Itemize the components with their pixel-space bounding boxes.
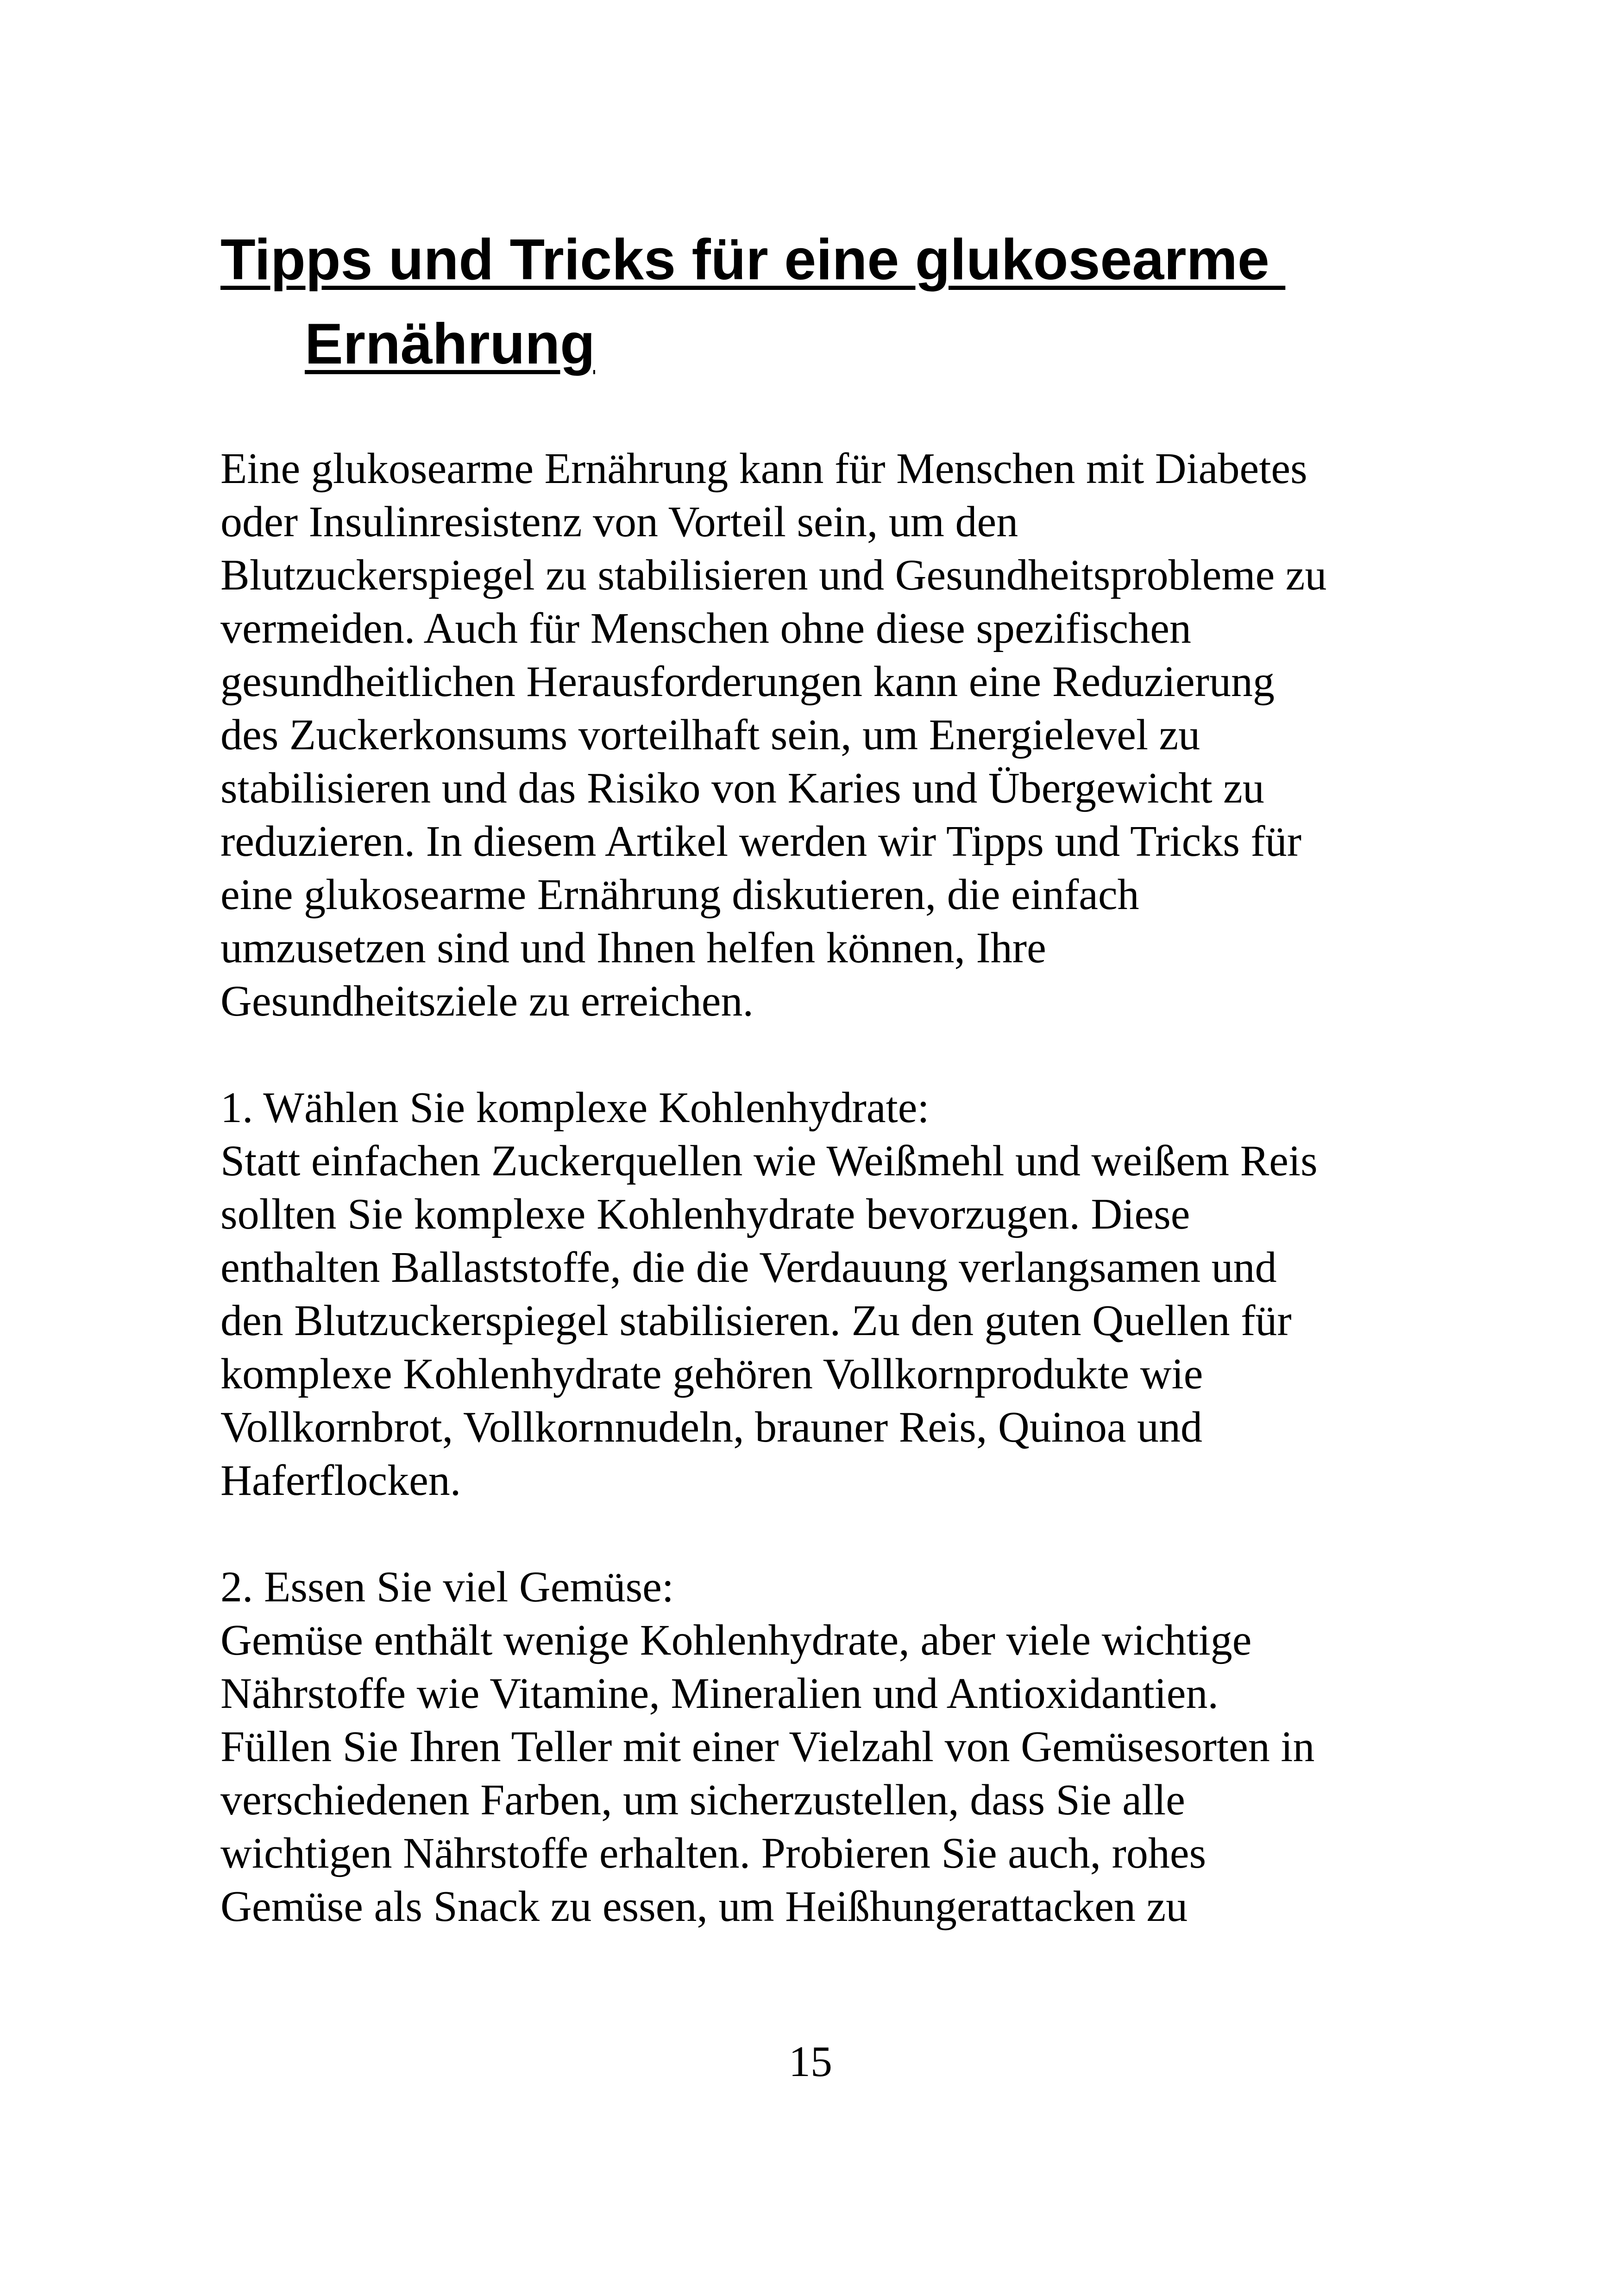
- text-line: umzusetzen sind und Ihnen helfen können, Ihre: [220, 924, 1046, 972]
- text-line: komplexe Kohlenhydrate gehören Vollkornprodukte wie: [220, 1350, 1203, 1398]
- text-line: reduzieren. In diesem Artikel werden wir Tipps und Tricks für: [220, 817, 1302, 866]
- text-line: eine glukosearme Ernährung diskutieren, die einfach: [220, 871, 1139, 919]
- text-line: oder Insulinresistenz von Vorteil sein, um den: [220, 498, 1018, 546]
- body-text: [220, 442, 1443, 1933]
- text-line: enthalten Ballaststoffe, die die Verdauung verlangsamen und: [220, 1243, 1277, 1292]
- text-line: Gemüse als Snack zu essen, um Heißhungerattacken zu: [220, 1882, 1188, 1931]
- tip-2-paragraph: [220, 1561, 1443, 1933]
- text-line: Gesundheitsziele zu erreichen.: [220, 977, 754, 1025]
- text-line: Vollkornbrot, Vollkornnudeln, brauner Reis, Quinoa und: [220, 1403, 1203, 1451]
- text-line: Statt einfachen Zuckerquellen wie Weißmehl und weißem Reis: [220, 1137, 1318, 1185]
- text-line: Nährstoffe wie Vitamine, Mineralien und Antioxidantien.: [220, 1669, 1219, 1718]
- text-line: den Blutzuckerspiegel stabilisieren. Zu den guten Quellen für: [220, 1297, 1292, 1345]
- text-line: vermeiden. Auch für Menschen ohne diese spezifischen: [220, 604, 1191, 652]
- text-line: stabilisieren und das Risiko von Karies und Übergewicht zu: [220, 764, 1264, 812]
- text-line: Eine glukosearme Ernährung kann für Menschen mit Diabetes: [220, 445, 1307, 493]
- text-line: Haferflocken.: [220, 1456, 461, 1505]
- tip-1-heading: 1. Wählen Sie komplexe Kohlenhydrate:: [220, 1084, 930, 1132]
- text-line: gesundheitlichen Herausforderungen kann eine Reduzierung: [220, 658, 1275, 706]
- text-line: verschiedenen Farben, um sicherzustellen, dass Sie alle: [220, 1776, 1185, 1824]
- text-line: Blutzuckerspiegel zu stabilisieren und Gesundheitsprobleme zu: [220, 551, 1327, 599]
- title-line-1: Tipps und Tricks für eine glukosearme: [220, 228, 1286, 292]
- text-line: des Zuckerkonsums vorteilhaft sein, um Energielevel zu: [220, 711, 1200, 759]
- text-line: wichtigen Nährstoffe erhalten. Probieren Sie auch, rohes: [220, 1829, 1206, 1877]
- tip-2-heading: 2. Essen Sie viel Gemüse:: [220, 1563, 674, 1611]
- tip-1-paragraph: [220, 1081, 1443, 1507]
- page-number: 15: [789, 2038, 832, 2086]
- text-line: Füllen Sie Ihren Teller mit einer Vielzahl von Gemüsesorten in: [220, 1723, 1315, 1771]
- intro-paragraph: [220, 442, 1443, 1028]
- text-line: sollten Sie komplexe Kohlenhydrate bevorzugen. Diese: [220, 1190, 1190, 1238]
- text-line: Gemüse enthält wenige Kohlenhydrate, aber viele wichtige: [220, 1616, 1252, 1664]
- page-title: [220, 218, 1471, 386]
- title-line-2: Ernährung: [305, 312, 595, 376]
